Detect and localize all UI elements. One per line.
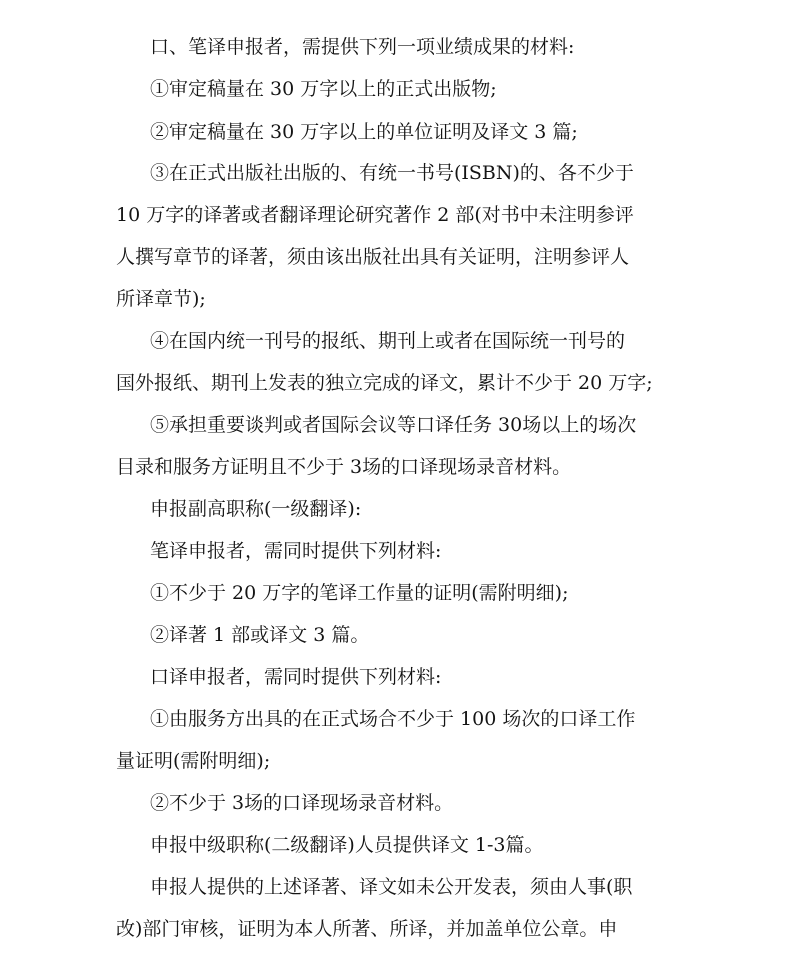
section-heading: 申报副高职称(一级翻译): (150, 498, 362, 520)
text-line: 国外报纸、期刊上发表的独立完成的译文，累计不少于 20 万字; (116, 372, 653, 394)
text-line: 人撰写章节的译著，须由该出版社出具有关证明，注明参评人 (116, 246, 630, 268)
text-line: 10 万字的译著或者翻译理论研究著作 2 部(对书中未注明参评 (116, 204, 634, 226)
text-line: 改)部门审核，证明为本人所著、所译，并加盖单位公章。申 (116, 918, 618, 940)
text-line: 量证明(需附明细); (116, 750, 271, 772)
text-line: ②译著 1 部或译文 3 篇。 (150, 624, 370, 646)
text-line: ①不少于 20 万字的笔译工作量的证明(需附明细); (150, 582, 569, 604)
text-line: 口译申报者，需同时提供下列材料: (150, 666, 442, 688)
text-line: 笔译申报者，需同时提供下列材料: (150, 540, 442, 562)
text-line: ④在国内统一刊号的报纸、期刊上或者在国际统一刊号的 (150, 330, 626, 352)
text-line: ②审定稿量在 30 万字以上的单位证明及译文 3 篇; (150, 121, 578, 143)
text-line: ⑤承担重要谈判或者国际会议等口译任务 30场以上的场次 (150, 414, 637, 436)
text-line: ①由服务方出具的在正式场合不少于 100 场次的口译工作 (150, 708, 636, 730)
text-line: ③在正式出版社出版的、有统一书号(ISBN)的、各不少于 (150, 162, 634, 184)
text-line: 申报中级职称(二级翻译)人员提供译文 1-3篇。 (150, 834, 544, 856)
text-line: 申报人提供的上述译著、译文如未公开发表，须由人事(职 (150, 876, 633, 898)
text-line: 目录和服务方证明且不少于 3场的口译现场录音材料。 (116, 456, 572, 478)
text-line: ①审定稿量在 30 万字以上的正式出版物; (150, 78, 497, 100)
text-line: 所译章节); (116, 288, 206, 310)
text-line: 口、笔译申报者，需提供下列一项业绩成果的材料: (150, 36, 575, 58)
text-line: ②不少于 3场的口译现场录音材料。 (150, 792, 454, 814)
